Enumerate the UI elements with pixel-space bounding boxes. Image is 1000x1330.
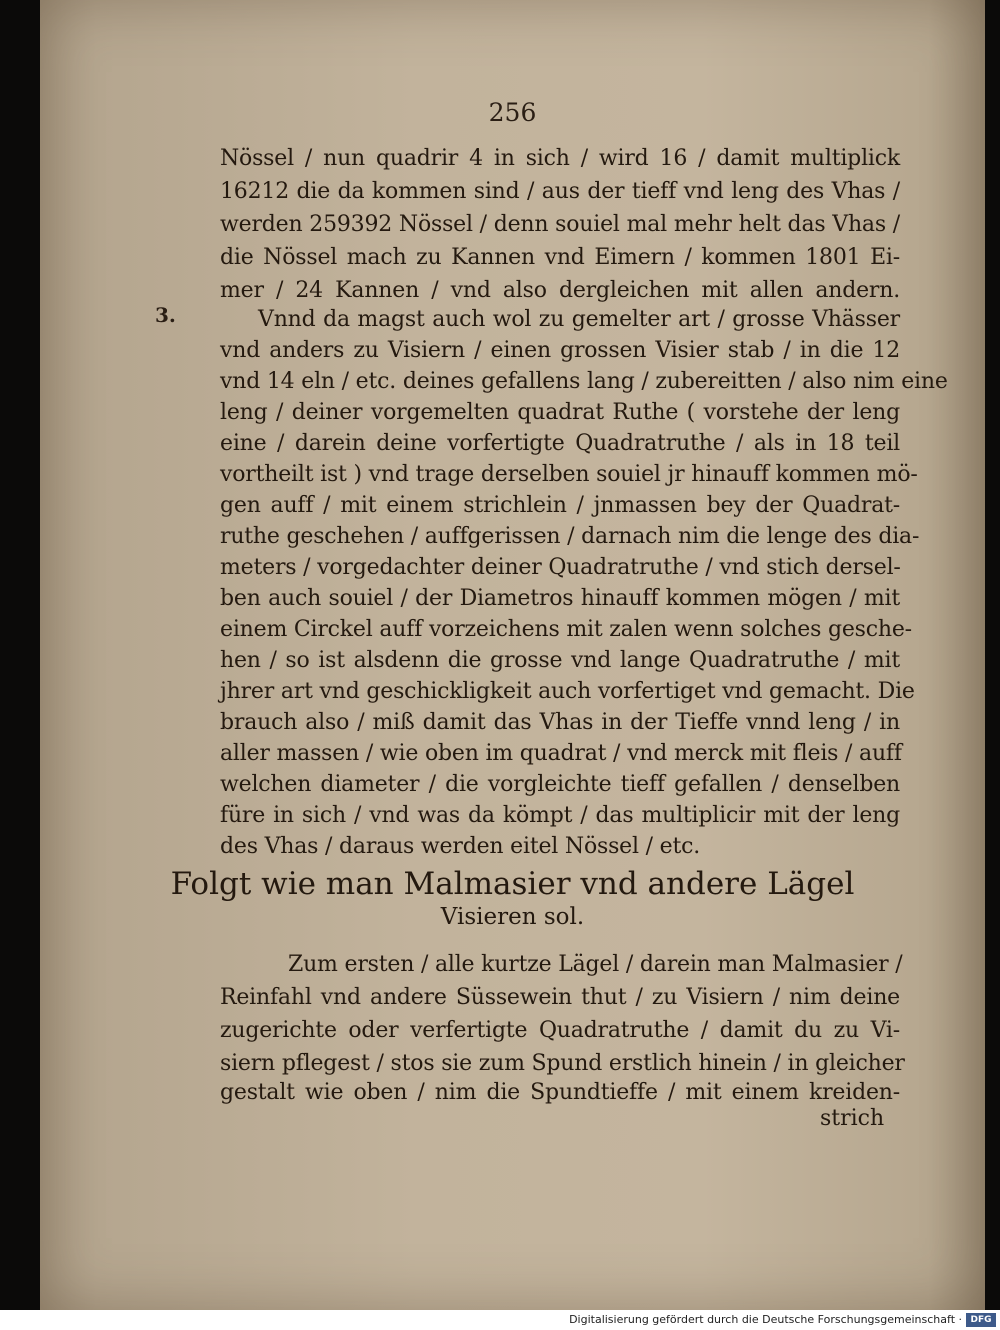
text-line: eine / darein deine vorfertigte Quadratruthe / als in 18 teil (220, 431, 900, 456)
text-line: einem Circkel auff vorzeichens mit zalen wenn solches gesche- (220, 617, 912, 642)
book-page (40, 0, 985, 1310)
text-line: gen auff / mit einem strichlein / jnmassen bey der Quadrat- (220, 493, 900, 518)
catchword: strich (820, 1106, 885, 1131)
text-line: des Vhas / daraus werden eitel Nössel / etc. (220, 834, 701, 859)
text-line: welchen diameter / die vorgleichte tieff gefallen / denselben (220, 772, 900, 797)
text-line: siern pflegest / stos sie zum Spund erstlich hinein / in gleicher (220, 1051, 905, 1076)
text-line: ruthe geschehen / auffgerissen / darnach nim die lenge des dia- (220, 524, 920, 549)
digitization-footer (0, 1310, 1000, 1330)
margin-note: 3. (155, 303, 176, 327)
text-line: Vnnd da magst auch wol zu gemelter art / grosse Vhässer (258, 307, 900, 332)
section-heading: Folgt wie man Malmasier vnd andere Lägel (170, 866, 855, 902)
text-line: brauch also / miß damit das Vhas in der Tieffe vnnd leng / in (220, 710, 900, 735)
text-line: jhrer art vnd geschickligkeit auch vorfertiget vnd gemacht. Die (220, 679, 915, 704)
text-line: ben auch souiel / der Diametros hinauff kommen mögen / mit (220, 586, 900, 611)
text-line: Zum ersten / alle kurtze Lägel / darein man Malmasier / (288, 952, 903, 977)
text-line: zugerichte oder verfertigte Quadratruthe / damit du zu Vi- (220, 1018, 900, 1043)
text-line: meters / vorgedachter deiner Quadratruthe / vnd stich dersel- (220, 555, 901, 580)
footer-credit: Digitalisierung gefördert durch die Deutsche Forschungsgemeinschaft · (569, 1313, 962, 1326)
page-number: 256 (488, 98, 537, 127)
text-line: mer / 24 Kannen / vnd also dergleichen mit allen andern. (220, 278, 900, 303)
text-line: werden 259392 Nössel / denn souiel mal mehr helt das Vhas / (220, 212, 900, 237)
text-line: Nössel / nun quadrir 4 in sich / wird 16 / damit multiplick (220, 146, 900, 171)
text-line: hen / so ist alsdenn die grosse vnd lange Quadratruthe / mit (220, 648, 900, 673)
text-line: Reinfahl vnd andere Süssewein thut / zu Visiern / nim deine (220, 985, 900, 1010)
text-line: 16212 die da kommen sind / aus der tieff vnd leng des Vhas / (220, 179, 900, 204)
text-line: vortheilt ist ) vnd trage derselben souiel jr hinauff kommen mö- (220, 462, 918, 487)
text-line: gestalt wie oben / nim die Spundtieffe / mit einem kreiden- (220, 1080, 900, 1105)
text-line: aller massen / wie oben im quadrat / vnd merck mit fleis / auff (220, 741, 902, 766)
text-line: füre in sich / vnd was da kömpt / das multiplicir mit der leng (220, 803, 900, 828)
text-line: die Nössel mach zu Kannen vnd Eimern / kommen 1801 Ei- (220, 245, 900, 270)
text-line: vnd 14 eln / etc. deines gefallens lang / zubereitten / also nim eine (220, 369, 948, 394)
section-subheading: Visieren sol. (440, 904, 585, 930)
text-line: leng / deiner vorgemelten quadrat Ruthe ( vorstehe der leng (220, 400, 900, 425)
dfg-logo-icon: DFG (966, 1313, 996, 1327)
text-line: vnd anders zu Visiern / einen grossen Visier stab / in die 12 (220, 338, 900, 363)
